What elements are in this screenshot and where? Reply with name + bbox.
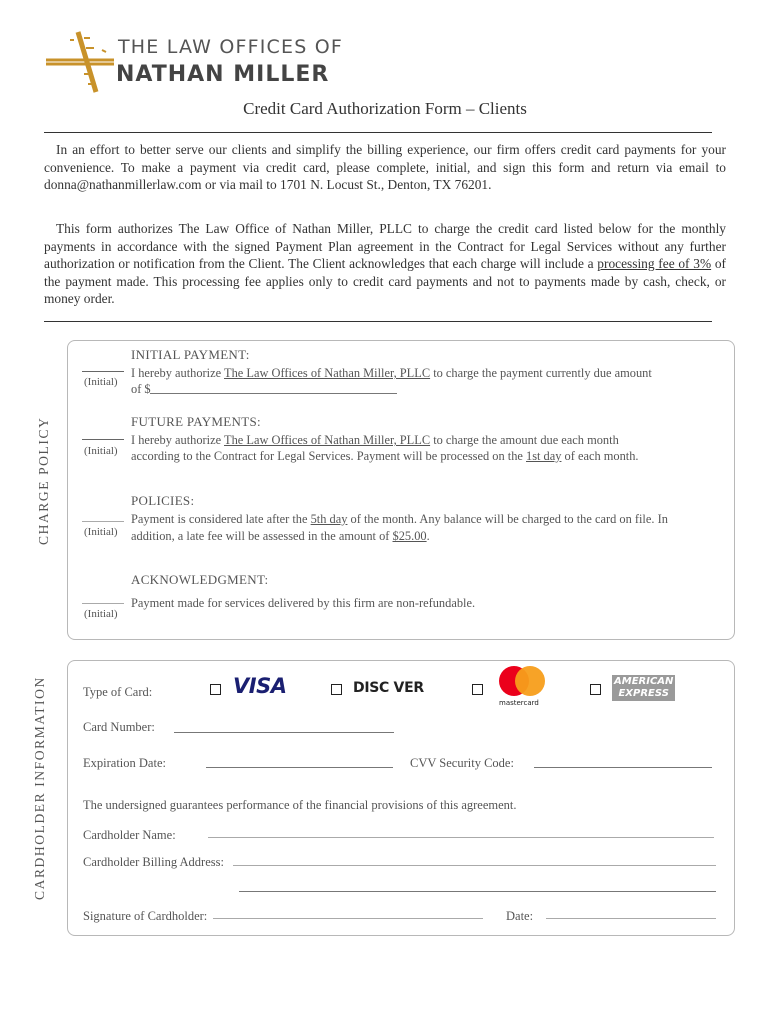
- acknowledgment-initial-field[interactable]: [82, 603, 124, 604]
- future-payments-heading: FUTURE PAYMENTS:: [131, 414, 261, 429]
- cardholder-name-label: Cardholder Name:: [83, 828, 176, 842]
- discover-checkbox[interactable]: [331, 684, 342, 695]
- mastercard-logo-icon: [495, 665, 549, 697]
- amex-checkbox[interactable]: [590, 684, 601, 695]
- date-field[interactable]: [546, 918, 716, 919]
- acknowledgment-heading: ACKNOWLEDGMENT:: [131, 572, 269, 587]
- expiration-date-field[interactable]: [206, 767, 393, 768]
- charge-policy-side-label: CHARGE POLICY: [36, 416, 51, 545]
- amex-logo: [612, 675, 675, 701]
- visa-checkbox[interactable]: [210, 684, 221, 695]
- firm-name-line2: NATHAN MILLER: [116, 62, 330, 87]
- mastercard-label: mastercard: [499, 699, 539, 707]
- intro-paragraph-2-text: This form authorizes The Law Office of Nathan Miller, PLLC to charge the credit card listed below for the monthly payments in accordance with the signed Payment Plan agreement in the Contract for Legal Services without any further authorization or notification from the Client. The Client acknowledges that each charge will include a: [44, 221, 726, 272]
- initial-payment-heading: INITIAL PAYMENT:: [131, 347, 250, 362]
- initial-payment-initial-field[interactable]: [82, 371, 124, 372]
- billing-address-field-line2[interactable]: [239, 891, 716, 892]
- intro-divider: [44, 321, 712, 322]
- signature-field[interactable]: [213, 918, 483, 919]
- cvv-field[interactable]: [534, 767, 712, 768]
- form-title: Credit Card Authorization Form – Clients: [243, 99, 527, 118]
- future-payments-initial-label: (Initial): [84, 445, 118, 457]
- intro-paragraph-1-text: In an effort to better serve our clients and simplify the billing experience, our firm offers credit card payments for your convenience. To make a payment via credit card, please complete, initial, and sign this form and return via email to donna@nathanmillerlaw.com or via mail to 1701 N. Locust St., Denton, TX 76201.: [44, 142, 726, 193]
- intro-paragraph-1: [44, 141, 726, 194]
- policies-line1: Payment is considered late after the 5th day of the month. Any balance will be charged to the card on file. In: [131, 512, 668, 526]
- signature-label: Signature of Cardholder:: [83, 909, 208, 923]
- type-of-card-label: Type of Card:: [83, 685, 153, 699]
- title-divider: [44, 132, 712, 133]
- mastercard-checkbox[interactable]: [472, 684, 483, 695]
- discover-logo: DISC VER: [353, 680, 424, 696]
- policies-initial-label: (Initial): [84, 526, 118, 538]
- guarantee-text: The undersigned guarantees performance of the financial provisions of this agreement.: [83, 798, 517, 812]
- intro-paragraph-2-tail: of the payment made. This processing fee applies only to credit card payments and not to payments made by cash, check, or money order.: [44, 256, 726, 307]
- initial-payment-line2: of $: [131, 382, 151, 396]
- policies-heading: POLICIES:: [131, 493, 195, 508]
- intro-paragraph-2: [44, 220, 726, 308]
- amex-logo-line2: EXPRESS: [618, 688, 669, 699]
- visa-logo: VISA: [233, 674, 287, 698]
- cardholder-side-label: CARDHOLDER INFORMATION: [32, 676, 47, 900]
- acknowledgment-line1: Payment made for services delivered by this firm are non-refundable.: [131, 596, 476, 610]
- initial-payment-amount-field[interactable]: [150, 393, 397, 394]
- firm-logo-mark-icon: [44, 30, 124, 94]
- acknowledgment-initial-label: (Initial): [84, 608, 118, 620]
- future-payments-line1: I hereby authorize The Law Offices of Nathan Miller, PLLC to charge the amount due each month: [131, 433, 619, 447]
- policies-initial-field[interactable]: [82, 521, 124, 522]
- initial-payment-line1: I hereby authorize The Law Offices of Nathan Miller, PLLC to charge the payment currently due amount: [131, 366, 652, 380]
- policies-line2: addition, a late fee will be assessed in the amount of $25.00.: [131, 529, 430, 543]
- firm-name-line1: THE LAW OFFICES OF: [118, 36, 344, 58]
- processing-fee-text: processing fee of 3%: [597, 256, 712, 272]
- amex-logo-line1: AMERICAN: [614, 676, 674, 687]
- cardholder-name-field[interactable]: [208, 837, 714, 838]
- date-label: Date:: [506, 909, 534, 923]
- card-number-field[interactable]: [174, 732, 394, 733]
- future-payments-line2: according to the Contract for Legal Services. Payment will be processed on the 1st day of each month.: [131, 449, 639, 463]
- cvv-label: CVV Security Code:: [410, 756, 514, 770]
- expiration-date-label: Expiration Date:: [83, 756, 166, 770]
- initial-payment-initial-label: (Initial): [84, 376, 118, 388]
- billing-address-field-line1[interactable]: [233, 865, 716, 866]
- future-payments-initial-field[interactable]: [82, 439, 124, 440]
- billing-address-label: Cardholder Billing Address:: [83, 855, 224, 869]
- card-number-label: Card Number:: [83, 720, 155, 734]
